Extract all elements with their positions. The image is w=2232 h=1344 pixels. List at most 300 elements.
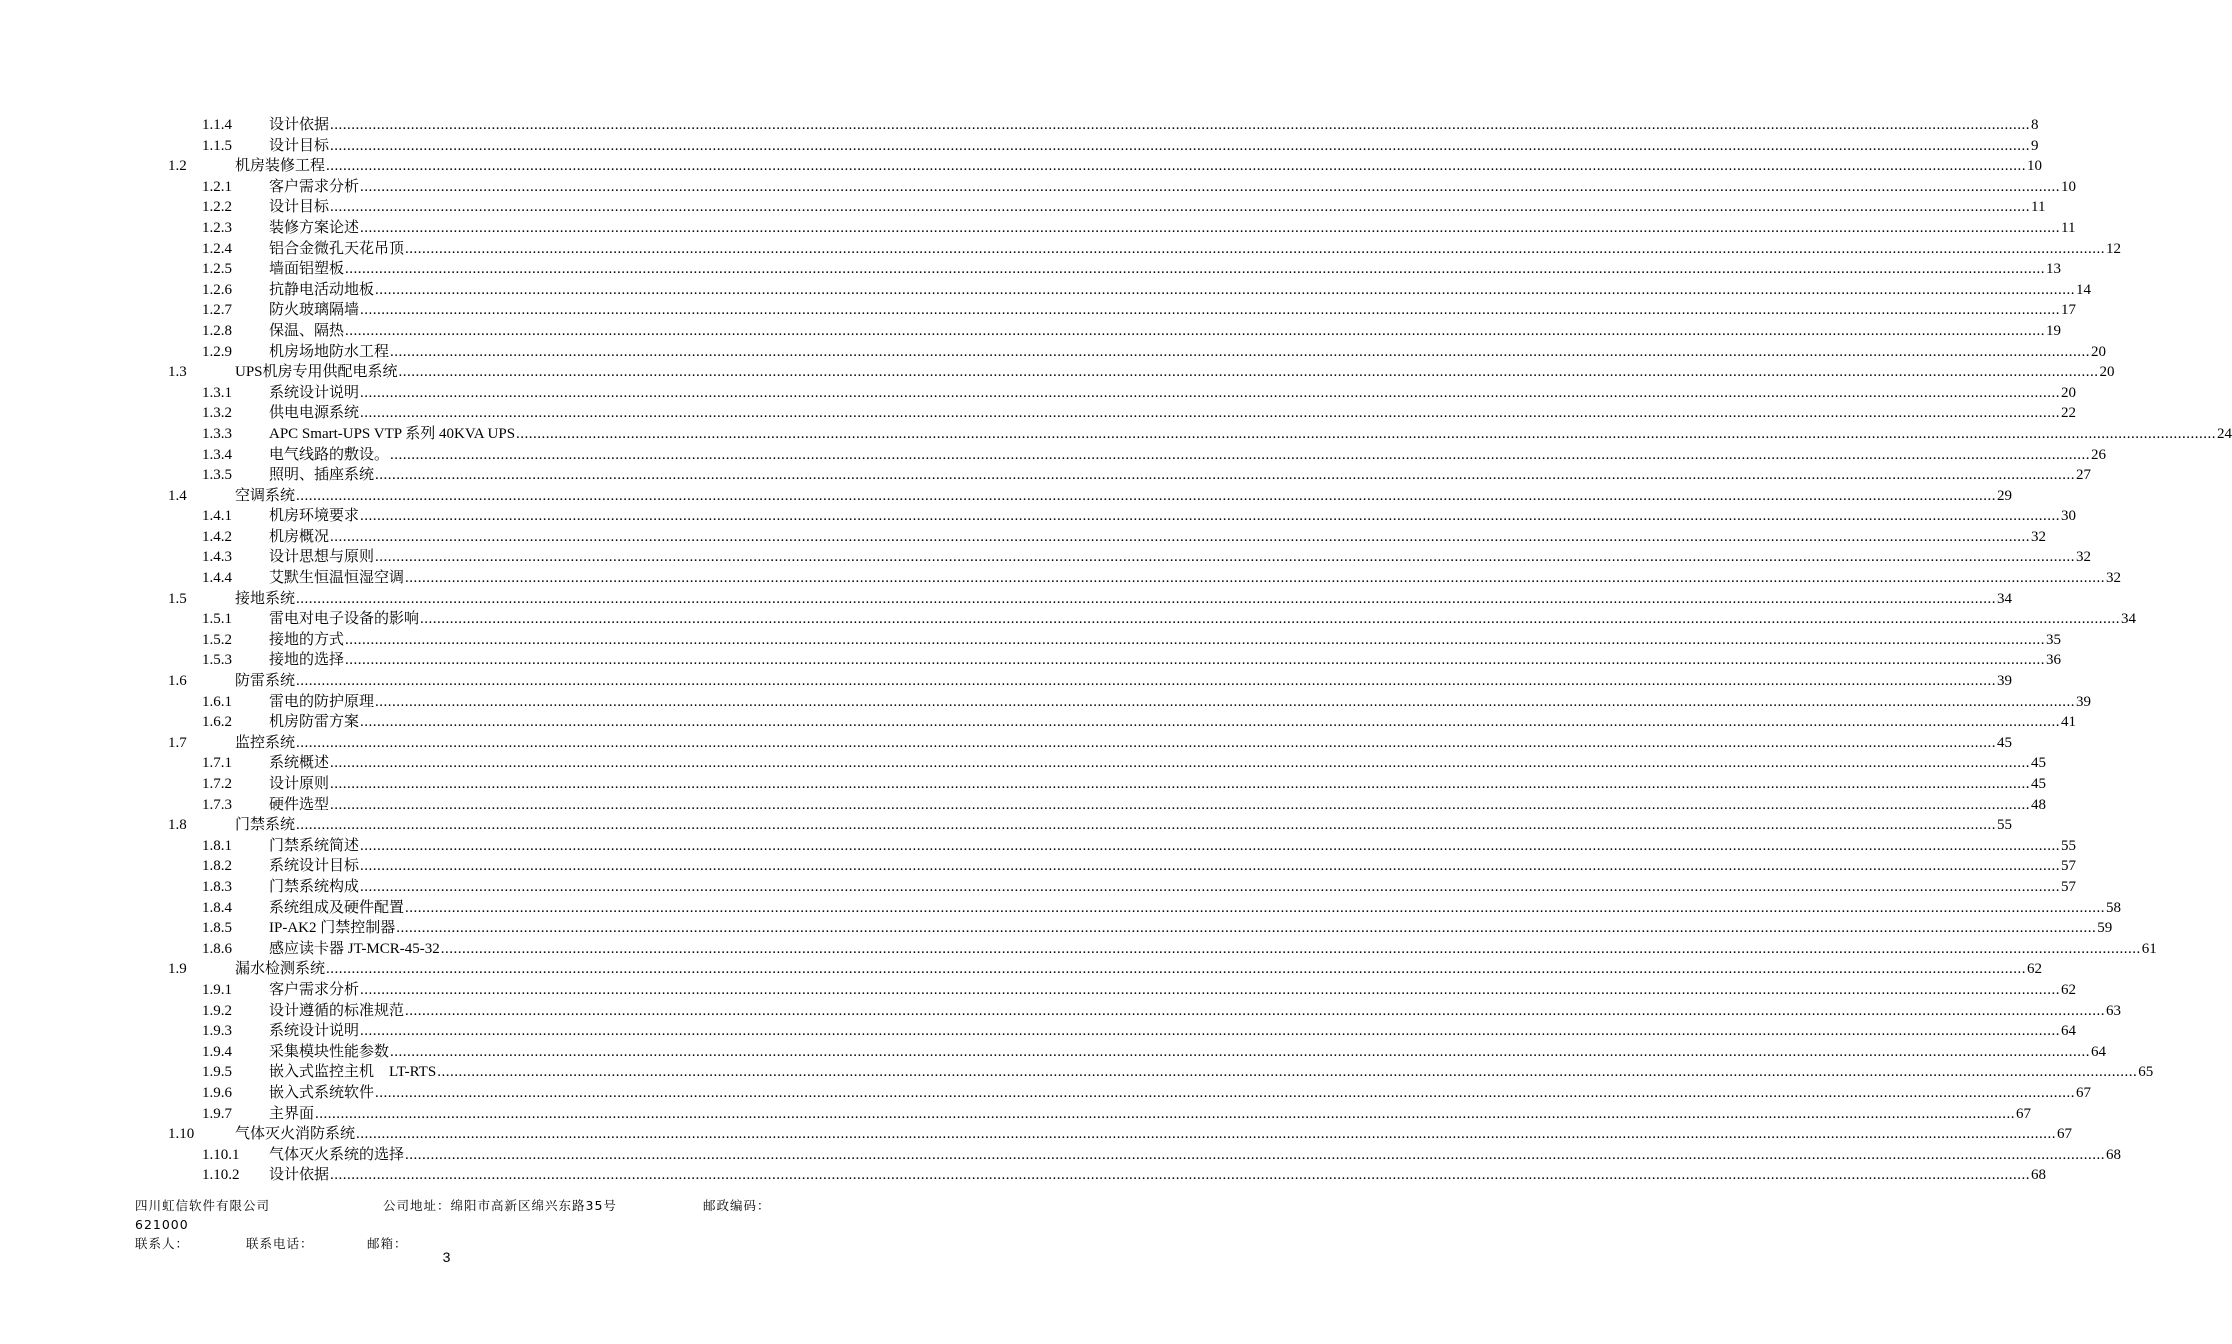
toc-entry[interactable] bbox=[0, 239, 2122, 260]
toc-dot-leader: ................................................................................................................................................................................................................................................................................................................................................................................................................ bbox=[330, 137, 2031, 154]
toc-entry-line bbox=[269, 239, 2122, 260]
toc-entry-title: 客户需求分析 bbox=[269, 178, 360, 195]
toc-entry-line bbox=[235, 671, 2013, 692]
toc-entry-line bbox=[269, 424, 2232, 445]
toc-entry-page: 34 bbox=[1997, 590, 2013, 607]
toc-dot-leader: ................................................................................................................................................................................................................................................................................................................................................................................................................ bbox=[360, 837, 2061, 854]
toc-dot-leader: ................................................................................................................................................................................................................................................................................................................................................................................................................ bbox=[330, 1167, 2031, 1184]
toc-entry-page: 32 bbox=[2076, 549, 2092, 566]
toc-entry-page: 19 bbox=[2046, 322, 2062, 339]
toc-entry-page: 58 bbox=[2106, 899, 2122, 916]
toc-entry-line bbox=[269, 1062, 2154, 1083]
footer-line-1 bbox=[135, 1196, 835, 1215]
toc-entry-number: 1.2.9 bbox=[202, 343, 232, 360]
toc-entry-title: 系统组成及硬件配置 bbox=[269, 899, 405, 916]
toc-entry[interactable] bbox=[0, 424, 2232, 445]
footer-email: 邮箱： bbox=[367, 1236, 408, 1251]
toc-entry-line bbox=[269, 547, 2092, 568]
toc-entry-line bbox=[235, 486, 2013, 507]
toc-entry[interactable] bbox=[0, 547, 2092, 568]
toc-dot-leader: ................................................................................................................................................................................................................................................................................................................................................................................................................ bbox=[360, 1023, 2061, 1040]
toc-entry-page: 45 bbox=[1997, 734, 2013, 751]
toc-entry-number: 1.3.1 bbox=[202, 384, 232, 401]
toc-entry[interactable] bbox=[0, 650, 2062, 671]
toc-entry-line bbox=[269, 1001, 2122, 1022]
toc-entry-title: 监控系统 bbox=[235, 734, 296, 751]
toc-entry[interactable] bbox=[0, 733, 2013, 754]
toc-entry[interactable] bbox=[0, 486, 2013, 507]
toc-entry-number: 1.10.2 bbox=[202, 1167, 240, 1184]
toc-entry-title: APC Smart-UPS VTP 系列 40KVA UPS bbox=[269, 425, 516, 442]
footer-company: 四川虹信软件有限公司 bbox=[135, 1198, 271, 1213]
toc-dot-leader: ................................................................................................................................................................................................................................................................................................................................................................................................................ bbox=[405, 899, 2106, 916]
toc-entry-page: 24 bbox=[2217, 425, 2232, 442]
toc-dot-leader: ................................................................................................................................................................................................................................................................................................................................................................................................................ bbox=[296, 673, 1997, 690]
toc-entry-title: 铝合金微孔天花吊顶 bbox=[269, 240, 405, 257]
toc-entry-page: 20 bbox=[2099, 364, 2115, 381]
toc-entry-title: 空调系统 bbox=[235, 487, 296, 504]
toc-entry-number: 1.9.7 bbox=[202, 1105, 232, 1122]
toc-entry-number: 1.4.4 bbox=[202, 570, 232, 587]
toc-entry-number: 1.2.4 bbox=[202, 240, 232, 257]
toc-entry-page: 14 bbox=[2076, 281, 2092, 298]
toc-entry[interactable] bbox=[0, 959, 2043, 980]
toc-entry-line bbox=[269, 506, 2077, 527]
toc-entry-number: 1.4 bbox=[168, 487, 187, 504]
toc-entry-title: 感应读卡器 JT-MCR-45-32 bbox=[269, 940, 440, 957]
toc-entry-page: 8 bbox=[2031, 117, 2039, 133]
toc-entry-page: 10 bbox=[2061, 178, 2077, 195]
toc-dot-leader: ................................................................................................................................................................................................................................................................................................................................................................................................................ bbox=[437, 1064, 2138, 1081]
toc-entry-number: 1.6.1 bbox=[202, 693, 232, 710]
toc-entry-title: 电气线路的敷设。 bbox=[269, 446, 390, 463]
toc-dot-leader: ................................................................................................................................................................................................................................................................................................................................................................................................................ bbox=[345, 631, 2046, 648]
toc-entry-number: 1.1.5 bbox=[202, 137, 232, 154]
toc-entry[interactable] bbox=[0, 753, 2047, 774]
toc-entry-number: 1.3.5 bbox=[202, 467, 232, 484]
toc-dot-leader: ................................................................................................................................................................................................................................................................................................................................................................................................................ bbox=[360, 384, 2061, 401]
toc-entry[interactable] bbox=[0, 177, 2077, 198]
toc-entry-page: 12 bbox=[2106, 240, 2122, 257]
toc-entry-page: 62 bbox=[2027, 961, 2043, 978]
toc-entry[interactable] bbox=[0, 1165, 2047, 1186]
toc-entry-line bbox=[269, 774, 2047, 795]
toc-entry-title: 门禁系统 bbox=[235, 817, 296, 834]
toc-entry[interactable] bbox=[0, 774, 2047, 795]
footer-postal-label: 邮政编码： bbox=[703, 1198, 771, 1213]
toc-entry-title: 门禁系统简述 bbox=[269, 837, 360, 854]
toc-dot-leader: ................................................................................................................................................................................................................................................................................................................................................................................................................ bbox=[296, 590, 1997, 607]
toc-dot-leader: ................................................................................................................................................................................................................................................................................................................................................................................................................ bbox=[405, 1146, 2106, 1163]
toc-dot-leader: ................................................................................................................................................................................................................................................................................................................................................................................................................ bbox=[356, 1126, 2057, 1143]
toc-entry-number: 1.6.2 bbox=[202, 714, 232, 731]
toc-entry[interactable] bbox=[0, 115, 2039, 136]
toc-entry-line bbox=[269, 877, 2077, 898]
toc-entry-page: 57 bbox=[2061, 878, 2077, 895]
footer-postal-code: 621000 bbox=[135, 1217, 189, 1232]
toc-entry[interactable] bbox=[0, 362, 2115, 383]
toc-entry[interactable] bbox=[0, 692, 2092, 713]
toc-dot-leader: ................................................................................................................................................................................................................................................................................................................................................................................................................ bbox=[360, 878, 2061, 895]
toc-entry-line bbox=[235, 815, 2013, 836]
toc-dot-leader: ................................................................................................................................................................................................................................................................................................................................................................................................................ bbox=[360, 219, 2061, 236]
page-footer bbox=[135, 1196, 835, 1253]
toc-entry-number: 1.5.3 bbox=[202, 652, 232, 669]
toc-entry-page: 11 bbox=[2031, 199, 2046, 216]
toc-entry-page: 61 bbox=[2141, 940, 2157, 957]
toc-entry-line bbox=[235, 362, 2115, 383]
toc-entry[interactable] bbox=[0, 527, 2047, 548]
toc-entry[interactable] bbox=[0, 1124, 2073, 1145]
toc-entry-title: 系统设计目标 bbox=[269, 858, 360, 875]
toc-entry-title: 设计依据 bbox=[269, 117, 330, 133]
toc-entry[interactable] bbox=[0, 280, 2092, 301]
toc-entry-page: 48 bbox=[2031, 796, 2047, 813]
toc-entry-number: 1.5 bbox=[168, 590, 187, 607]
toc-entry[interactable] bbox=[0, 898, 2122, 919]
toc-dot-leader: ................................................................................................................................................................................................................................................................................................................................................................................................................ bbox=[420, 611, 2121, 628]
toc-entry-page: 34 bbox=[2121, 611, 2137, 628]
toc-entry-line bbox=[269, 939, 2157, 960]
toc-entry-line bbox=[269, 177, 2077, 198]
toc-entry-line bbox=[269, 321, 2062, 342]
toc-entry-page: 67 bbox=[2016, 1105, 2032, 1122]
toc-entry[interactable] bbox=[0, 856, 2077, 877]
toc-entry-number: 1.9.3 bbox=[202, 1023, 232, 1040]
toc-entry[interactable] bbox=[0, 1145, 2122, 1166]
toc-entry-number: 1.10.1 bbox=[202, 1146, 240, 1163]
toc-entry-title: 漏水检测系统 bbox=[235, 961, 326, 978]
toc-dot-leader: ................................................................................................................................................................................................................................................................................................................................................................................................................ bbox=[398, 364, 2099, 381]
toc-entry-title: 气体灭火系统的选择 bbox=[269, 1146, 405, 1163]
toc-entry-title: 设计目标 bbox=[269, 199, 330, 216]
toc-entry[interactable] bbox=[0, 815, 2013, 836]
toc-entry-page: 39 bbox=[1997, 673, 2013, 690]
toc-entry-title: 采集模块性能参数 bbox=[269, 1043, 390, 1060]
toc-entry-line bbox=[269, 445, 2107, 466]
toc-dot-leader: ................................................................................................................................................................................................................................................................................................................................................................................................................ bbox=[345, 322, 2046, 339]
toc-dot-leader: ................................................................................................................................................................................................................................................................................................................................................................................................................ bbox=[405, 570, 2106, 587]
toc-entry-number: 1.4.2 bbox=[202, 528, 232, 545]
toc-entry-title: 防雷系统 bbox=[235, 673, 296, 690]
toc-dot-leader: ................................................................................................................................................................................................................................................................................................................................................................................................................ bbox=[375, 1084, 2076, 1101]
toc-entry-line bbox=[269, 383, 2077, 404]
toc-entry-page: 65 bbox=[2138, 1064, 2154, 1081]
toc-entry-number: 1.6 bbox=[168, 673, 187, 690]
toc-entry-number: 1.2.7 bbox=[202, 302, 232, 319]
toc-entry-line bbox=[269, 692, 2092, 713]
toc-dot-leader: ................................................................................................................................................................................................................................................................................................................................................................................................................ bbox=[390, 1043, 2091, 1060]
toc-entry-page: 9 bbox=[2031, 137, 2039, 154]
toc-entry-line bbox=[269, 136, 2039, 157]
toc-entry[interactable] bbox=[0, 1062, 2154, 1083]
toc-entry[interactable] bbox=[0, 342, 2107, 363]
toc-entry-line bbox=[235, 733, 2013, 754]
toc-entry-line bbox=[269, 280, 2092, 301]
toc-dot-leader: ................................................................................................................................................................................................................................................................................................................................................................................................................ bbox=[326, 158, 2027, 175]
toc-dot-leader: ................................................................................................................................................................................................................................................................................................................................................................................................................ bbox=[296, 817, 1997, 834]
toc-dot-leader: ................................................................................................................................................................................................................................................................................................................................................................................................................ bbox=[326, 961, 2027, 978]
toc-entry-title: 系统概述 bbox=[269, 755, 330, 772]
toc-dot-leader: ................................................................................................................................................................................................................................................................................................................................................................................................................ bbox=[330, 199, 2031, 216]
toc-entry[interactable] bbox=[0, 218, 2076, 239]
toc-entry[interactable] bbox=[0, 939, 2157, 960]
toc-entry-line bbox=[269, 568, 2122, 589]
toc-entry[interactable] bbox=[0, 836, 2077, 857]
toc-entry-page: 62 bbox=[2061, 981, 2077, 998]
toc-entry-number: 1.3.3 bbox=[202, 425, 232, 442]
toc-dot-leader: ................................................................................................................................................................................................................................................................................................................................................................................................................ bbox=[315, 1105, 2016, 1122]
toc-entry-page: 55 bbox=[1997, 817, 2013, 834]
toc-entry-title: 主界面 bbox=[269, 1105, 315, 1122]
toc-dot-leader: ................................................................................................................................................................................................................................................................................................................................................................................................................ bbox=[375, 549, 2076, 566]
toc-entry-title: 机房场地防水工程 bbox=[269, 343, 390, 360]
toc-entry-number: 1.4.1 bbox=[202, 508, 232, 525]
toc-entry-page: 57 bbox=[2061, 858, 2077, 875]
toc-entry-line bbox=[269, 342, 2107, 363]
toc-entry-page: 35 bbox=[2046, 631, 2062, 648]
toc-entry-number: 1.2.6 bbox=[202, 281, 232, 298]
toc-entry-line bbox=[269, 300, 2077, 321]
toc-entry[interactable] bbox=[0, 1021, 2077, 1042]
toc-entry-title: 雷电的防护原理 bbox=[269, 693, 375, 710]
toc-entry-title: 嵌入式系统软件 bbox=[269, 1084, 375, 1101]
toc-entry-title: 设计原则 bbox=[269, 776, 330, 792]
toc-entry-line bbox=[269, 898, 2122, 919]
toc-entry-line bbox=[269, 1083, 2092, 1104]
toc-entry-title: 防火玻璃隔墙 bbox=[269, 302, 360, 319]
toc-entry[interactable] bbox=[0, 630, 2062, 651]
toc-entry-page: 55 bbox=[2061, 837, 2077, 854]
toc-entry-title: 系统设计说明 bbox=[269, 384, 360, 401]
toc-entry-page: 64 bbox=[2091, 1043, 2107, 1060]
toc-entry[interactable] bbox=[0, 671, 2013, 692]
toc-entry-title: 系统设计说明 bbox=[269, 1023, 360, 1040]
toc-entry-line bbox=[269, 1165, 2047, 1186]
toc-entry-title: 门禁系统构成 bbox=[269, 878, 360, 895]
toc-dot-leader: ................................................................................................................................................................................................................................................................................................................................................................................................................ bbox=[330, 796, 2031, 813]
toc-entry-page: 59 bbox=[2097, 920, 2113, 937]
toc-entry[interactable] bbox=[0, 445, 2107, 466]
toc-entry-number: 1.2.5 bbox=[202, 261, 232, 278]
toc-entry-page: 45 bbox=[2031, 755, 2047, 772]
toc-dot-leader: ................................................................................................................................................................................................................................................................................................................................................................................................................ bbox=[296, 734, 1997, 751]
toc-entry-number: 1.3.4 bbox=[202, 446, 232, 463]
toc-entry-page: 63 bbox=[2106, 1002, 2122, 1019]
toc-entry-number: 1.2.2 bbox=[202, 199, 232, 216]
toc-entry[interactable] bbox=[0, 1001, 2122, 1022]
toc-entry[interactable] bbox=[0, 568, 2122, 589]
toc-entry-line bbox=[269, 609, 2137, 630]
toc-entry-line bbox=[269, 856, 2077, 877]
toc-entry-title: 艾默生恒温恒湿空调 bbox=[269, 570, 405, 587]
toc-entry-title: 硬件选型 bbox=[269, 796, 330, 813]
toc-entry-page: 64 bbox=[2061, 1023, 2077, 1040]
toc-entry-page: 29 bbox=[1997, 487, 2013, 504]
toc-entry[interactable] bbox=[0, 1083, 2092, 1104]
footer-contact: 联系人： bbox=[135, 1236, 190, 1251]
toc-dot-leader: ................................................................................................................................................................................................................................................................................................................................................................................................................ bbox=[390, 343, 2091, 360]
toc-dot-leader: ................................................................................................................................................................................................................................................................................................................................................................................................................ bbox=[405, 1002, 2106, 1019]
toc-entry-title: 接地的选择 bbox=[269, 652, 345, 669]
toc-entry-number: 1.5.1 bbox=[202, 611, 232, 628]
toc-entry-title: 墙面铝塑板 bbox=[269, 261, 345, 278]
toc-entry-number: 1.8.6 bbox=[202, 940, 232, 957]
toc-entry-line bbox=[269, 1021, 2077, 1042]
toc-entry-title: 机房防雷方案 bbox=[269, 714, 360, 731]
toc-entry[interactable] bbox=[0, 980, 2077, 1001]
toc-entry-title: 抗静电活动地板 bbox=[269, 281, 375, 298]
toc-dot-leader: ................................................................................................................................................................................................................................................................................................................................................................................................................ bbox=[330, 776, 2031, 792]
toc-dot-leader: ................................................................................................................................................................................................................................................................................................................................................................................................................ bbox=[375, 467, 2076, 484]
toc-entry-line bbox=[269, 650, 2062, 671]
toc-entry[interactable] bbox=[0, 300, 2077, 321]
toc-entry-number: 1.8.3 bbox=[202, 878, 232, 895]
toc-dot-leader: ................................................................................................................................................................................................................................................................................................................................................................................................................ bbox=[360, 508, 2061, 525]
toc-entry-page: 30 bbox=[2061, 508, 2077, 525]
toc-entry-title: 机房环境要求 bbox=[269, 508, 360, 525]
toc-dot-leader: ................................................................................................................................................................................................................................................................................................................................................................................................................ bbox=[345, 652, 2046, 669]
toc-entry[interactable] bbox=[0, 918, 2113, 939]
toc-dot-leader: ................................................................................................................................................................................................................................................................................................................................................................................................................ bbox=[360, 302, 2061, 319]
toc-entry-line bbox=[269, 1145, 2122, 1166]
toc-entry-line bbox=[235, 589, 2013, 610]
toc-entry-line bbox=[269, 836, 2077, 857]
toc-entry-page: 36 bbox=[2046, 652, 2062, 669]
toc-entry-number: 1.9.2 bbox=[202, 1002, 232, 1019]
toc-entry[interactable] bbox=[0, 609, 2137, 630]
toc-entry[interactable] bbox=[0, 877, 2077, 898]
toc-entry-title: 设计思想与原则 bbox=[269, 549, 375, 566]
toc-entry[interactable] bbox=[0, 197, 2046, 218]
toc-entry-line bbox=[269, 403, 2077, 424]
toc-entry-page: 39 bbox=[2076, 693, 2092, 710]
toc-entry-page: 11 bbox=[2061, 219, 2076, 236]
toc-entry-title: 设计目标 bbox=[269, 137, 330, 154]
toc-entry-number: 1.8 bbox=[168, 817, 187, 834]
toc-dot-leader: ................................................................................................................................................................................................................................................................................................................................................................................................................ bbox=[360, 714, 2061, 731]
toc-entry[interactable] bbox=[0, 403, 2077, 424]
toc-entry[interactable] bbox=[0, 383, 2077, 404]
toc-entry[interactable] bbox=[0, 465, 2092, 486]
toc-entry-page: 27 bbox=[2076, 467, 2092, 484]
toc-entry-line bbox=[235, 959, 2043, 980]
toc-entry-page: 67 bbox=[2057, 1126, 2073, 1143]
toc-entry-number: 1.9.4 bbox=[202, 1043, 232, 1060]
toc-entry-title: 客户需求分析 bbox=[269, 981, 360, 998]
toc-entry-page: 32 bbox=[2106, 570, 2122, 587]
toc-entry-line bbox=[235, 1124, 2073, 1145]
toc-entry[interactable] bbox=[0, 321, 2062, 342]
toc-dot-leader: ................................................................................................................................................................................................................................................................................................................................................................................................................ bbox=[390, 446, 2091, 463]
toc-entry-line bbox=[269, 980, 2077, 1001]
toc-entry[interactable] bbox=[0, 589, 2013, 610]
toc-entry[interactable] bbox=[0, 1042, 2107, 1063]
toc-entry[interactable] bbox=[0, 156, 2043, 177]
toc-dot-leader: ................................................................................................................................................................................................................................................................................................................................................................................................................ bbox=[345, 261, 2046, 278]
toc-dot-leader: ................................................................................................................................................................................................................................................................................................................................................................................................................ bbox=[360, 405, 2061, 422]
toc-entry-number: 1.7.1 bbox=[202, 755, 232, 772]
toc-entry-title: 设计遵循的标准规范 bbox=[269, 1002, 405, 1019]
toc-entry-line bbox=[269, 465, 2092, 486]
toc-dot-leader: ................................................................................................................................................................................................................................................................................................................................................................................................................ bbox=[516, 425, 2217, 442]
toc-entry-page: 20 bbox=[2091, 343, 2107, 360]
toc-entry-title: 供电电源系统 bbox=[269, 405, 360, 422]
toc-entry-number: 1.7 bbox=[168, 734, 187, 751]
toc-entry-number: 1.2.8 bbox=[202, 322, 232, 339]
toc-entry-title: 接地系统 bbox=[235, 590, 296, 607]
toc-entry-line bbox=[269, 527, 2047, 548]
toc-entry-line bbox=[269, 630, 2062, 651]
toc-entry-line bbox=[269, 1104, 2032, 1125]
toc-entry-page: 68 bbox=[2031, 1167, 2047, 1184]
footer-phone: 联系电话： bbox=[246, 1236, 314, 1251]
toc-entry-title: 机房装修工程 bbox=[235, 158, 326, 175]
toc-entry-title: 机房概况 bbox=[269, 528, 330, 545]
toc-entry[interactable] bbox=[0, 712, 2077, 733]
toc-entry-number: 1.2.1 bbox=[202, 178, 232, 195]
toc-dot-leader: ................................................................................................................................................................................................................................................................................................................................................................................................................ bbox=[360, 858, 2061, 875]
toc-entry-title: 雷电对电子设备的影响 bbox=[269, 611, 420, 628]
toc-entry-number: 1.8.1 bbox=[202, 837, 232, 854]
toc-entry[interactable] bbox=[0, 259, 2062, 280]
toc-entry-page: 22 bbox=[2061, 405, 2077, 422]
toc-entry-number: 1.2.3 bbox=[202, 219, 232, 236]
toc-dot-leader: ................................................................................................................................................................................................................................................................................................................................................................................................................ bbox=[360, 981, 2061, 998]
toc-entry[interactable] bbox=[0, 795, 2047, 816]
toc-entry-number: 1.9.6 bbox=[202, 1084, 232, 1101]
toc-dot-leader: ................................................................................................................................................................................................................................................................................................................................................................................................................ bbox=[296, 487, 1997, 504]
toc-entry-number: 1.7.2 bbox=[202, 776, 232, 792]
toc-entry-number: 1.2 bbox=[168, 158, 187, 175]
toc-entry-title: 嵌入式监控主机 LT-RTS bbox=[269, 1064, 437, 1081]
toc-entry-title: 气体灭火消防系统 bbox=[235, 1126, 356, 1143]
footer-address: 公司地址：绵阳市高新区绵兴东路35号 bbox=[383, 1198, 617, 1213]
toc-entry-page: 26 bbox=[2091, 446, 2107, 463]
toc-entry-number: 1.8.2 bbox=[202, 858, 232, 875]
toc-entry-number: 1.5.2 bbox=[202, 631, 232, 648]
toc-entry-number: 1.10 bbox=[168, 1126, 195, 1143]
page-number: 3 bbox=[442, 1249, 451, 1265]
toc-entry-number: 1.9.5 bbox=[202, 1064, 232, 1081]
toc-entry-line bbox=[269, 218, 2076, 239]
toc-entry[interactable] bbox=[0, 136, 2039, 157]
toc-entry-number: 1.3.2 bbox=[202, 405, 232, 422]
toc-entry-line bbox=[269, 259, 2062, 280]
toc-entry-line bbox=[269, 795, 2047, 816]
toc-entry[interactable] bbox=[0, 1104, 2032, 1125]
toc-entry-title: 接地的方式 bbox=[269, 631, 345, 648]
toc-dot-leader: ................................................................................................................................................................................................................................................................................................................................................................................................................ bbox=[375, 693, 2076, 710]
toc-entry[interactable] bbox=[0, 506, 2077, 527]
toc-entry-line bbox=[269, 753, 2047, 774]
toc-entry-number: 1.1.4 bbox=[202, 117, 232, 133]
toc-dot-leader: ................................................................................................................................................................................................................................................................................................................................................................................................................ bbox=[375, 281, 2076, 298]
toc-entry-title: 照明、插座系统 bbox=[269, 467, 375, 484]
toc-entry-line bbox=[235, 156, 2043, 177]
toc-entry-number: 1.9.1 bbox=[202, 981, 232, 998]
toc-entry-line bbox=[269, 918, 2113, 939]
toc-entry-page: 67 bbox=[2076, 1084, 2092, 1101]
toc-entry-page: 68 bbox=[2106, 1146, 2122, 1163]
toc-entry-page: 20 bbox=[2061, 384, 2077, 401]
toc-entry-number: 1.7.3 bbox=[202, 796, 232, 813]
toc-entry-line bbox=[269, 1042, 2107, 1063]
table-of-contents bbox=[0, 115, 2232, 1186]
toc-dot-leader: ................................................................................................................................................................................................................................................................................................................................................................................................................ bbox=[360, 178, 2061, 195]
toc-entry-page: 10 bbox=[2027, 158, 2043, 175]
toc-entry-number: 1.4.3 bbox=[202, 549, 232, 566]
